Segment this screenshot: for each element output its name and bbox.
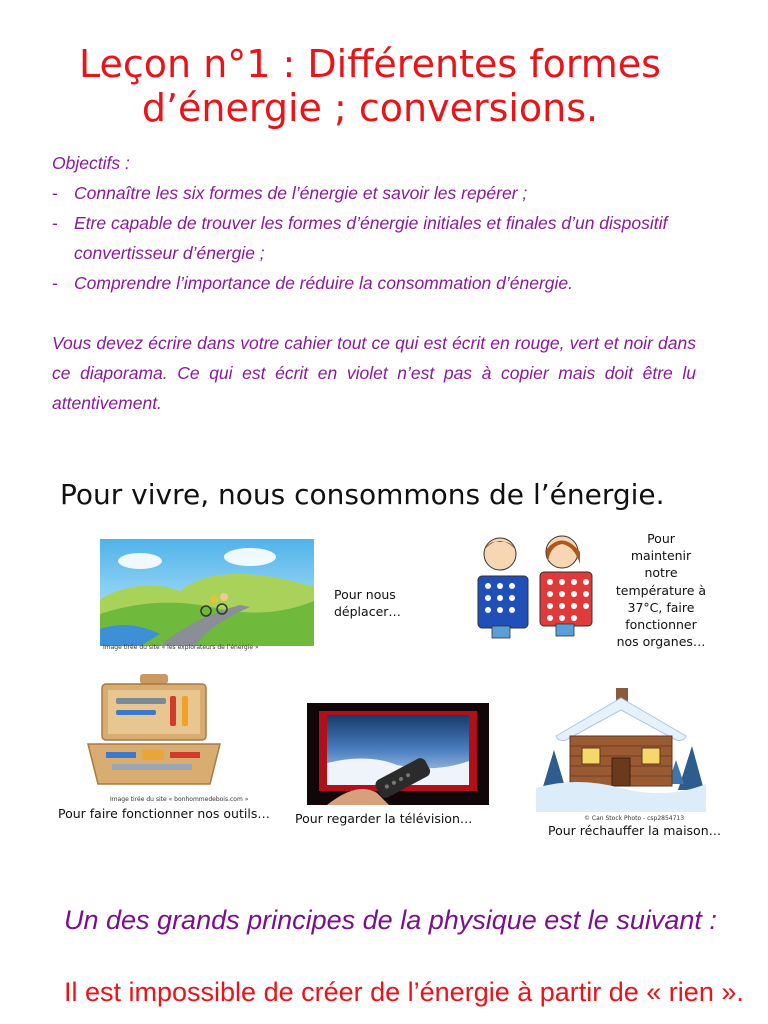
physics-principle-intro: Un des grands principes de la physique est le suivant :: [64, 905, 717, 935]
copy-instructions: Vous devez écrire dans votre cahier tout ce qui est écrit en rouge, vert et noir dans ce diaporama. Ce qui est écrit en violet n’est pas à copier mais doit être lu attentivement.: [52, 333, 696, 413]
caption-body-line: Pour: [647, 531, 675, 546]
title-line-1: Leçon n°1 : Différentes formes: [79, 42, 661, 86]
snowy-house-illustration: [536, 680, 706, 812]
caption-move: [334, 586, 401, 620]
caption-body-line: 37°C, faire: [627, 599, 695, 615]
caption-tools: Pour faire fonctionner nos outils…: [58, 806, 270, 821]
objective-item: - Etre capable de trouver les formes d’énergie initiales et finales d’un dispositif convertisseur d’énergie ;: [52, 208, 712, 268]
house-image-credit: © Can Stock Photo - csp2854713: [584, 815, 685, 822]
caption-body-line: notre: [644, 565, 678, 581]
energy-conservation-statement: Il est impossible de créer de l’énergie à partir de « rien ».: [64, 977, 744, 1007]
title-line-2: d’énergie ; conversions.: [141, 86, 599, 130]
toolbox-image-credit: Image tirée du site « bonhommedebois.com »: [110, 796, 249, 803]
caption-house: Pour réchauffer la maison…: [548, 823, 722, 838]
objective-item: - Connaître les six formes de l’énergie et savoir les repérer ;: [52, 178, 712, 208]
objective-item: - Comprendre l’importance de réduire la consommation d’énergie.: [52, 268, 712, 298]
caption-body-line: nos organes…: [616, 634, 706, 650]
caption-move-line-2: déplacer…: [334, 604, 401, 619]
caption-television: Pour regarder la télévision…: [295, 811, 473, 826]
objectives-list: [52, 178, 712, 298]
caption-move-line-1: Pour nous: [334, 587, 396, 602]
objectives-heading: Objectifs :: [52, 153, 130, 173]
caption-body-line: fonctionner: [625, 617, 697, 633]
television-illustration: [307, 703, 489, 805]
toolbox-illustration: [86, 672, 222, 790]
caption-body-line: température à: [615, 582, 707, 598]
page-title: [40, 42, 700, 130]
caption-body-temperature: [606, 530, 716, 650]
caption-body-line: maintenir: [630, 548, 692, 564]
sleeping-children-illustration: [470, 532, 600, 644]
cycling-image-credit: Image tirée du site « les explorateurs de l’énergie »: [103, 644, 259, 651]
section-subtitle: Pour vivre, nous consommons de l’énergie.: [60, 478, 665, 511]
cycling-illustration: [100, 539, 314, 646]
